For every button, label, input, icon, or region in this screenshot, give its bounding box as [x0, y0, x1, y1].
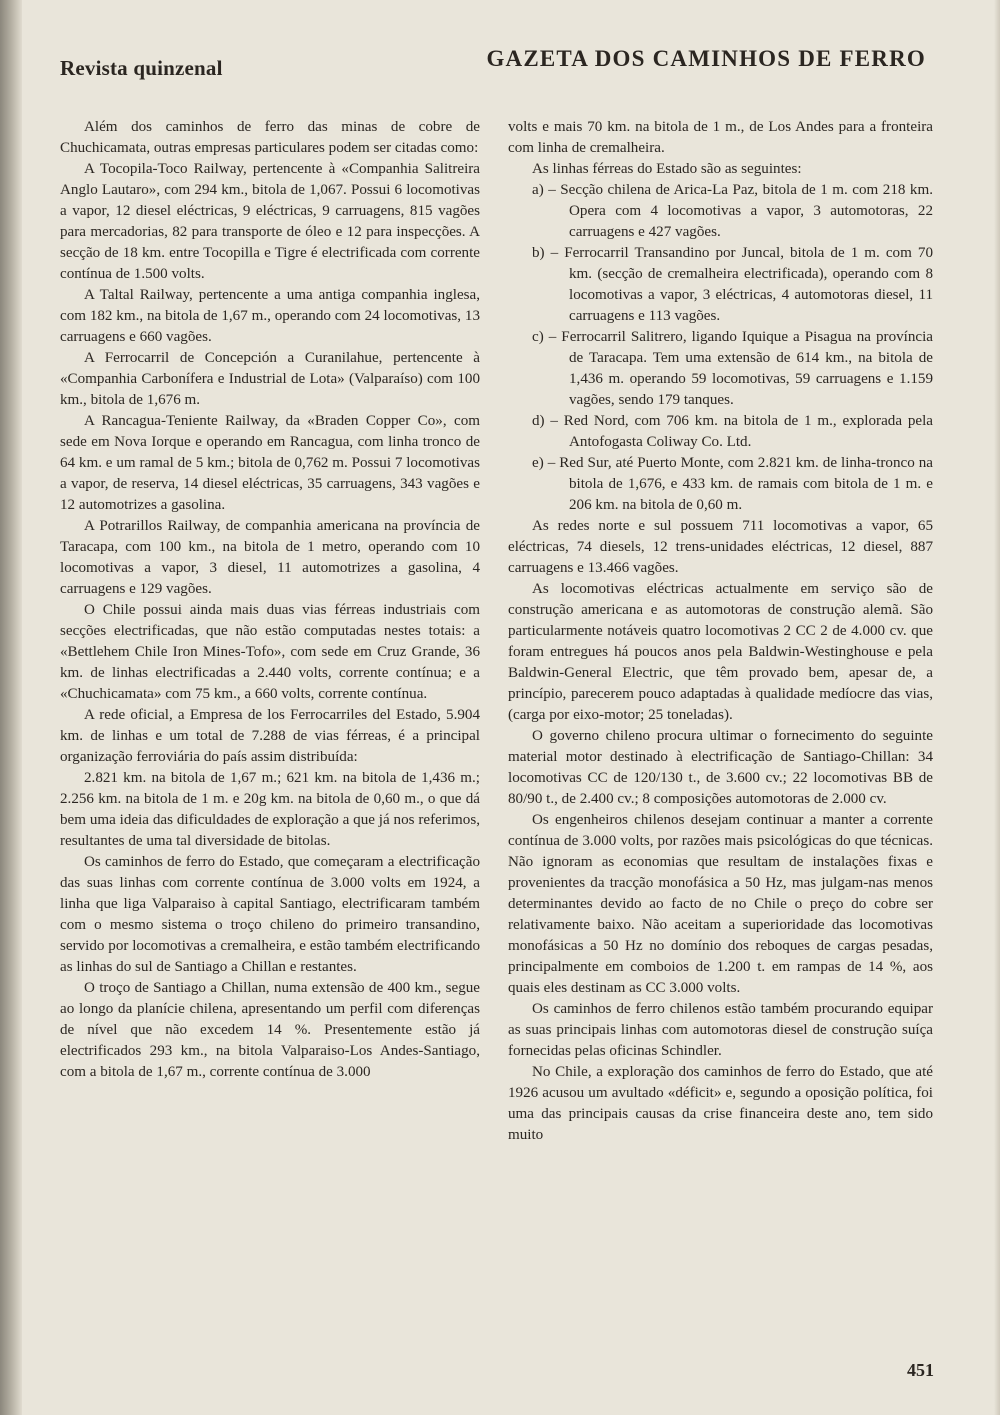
right-paragraph-2: As locomotivas eléctricas actualmente em serviço são de construção americana e as automotoras de construção alemã. São particularmente notáveis quatro locomotivas 2 CC 2 de 4.000 cv. que foram entregues há poucos anos pela Baldwin-Westinghouse e pela Baldwin-General Electric, que têm provado bem, apesar de, a princípio, parecerem pouco adaptadas à qualidade medíocre das vias, (carga por eixo-motor; 25 toneladas). [508, 581, 933, 723]
left-paragraph-2: A Tocopila-Toco Railway, pertencente à «Companhia Salitreira Anglo Lautaro», com 294 km., bitola de 1,067. Possui 6 locomotivas a vapor, 12 diesel eléctricas, 9 eléctricas, 9 carruagens, 815 vagões para mercadorias, 82 para transporte de óleo e 12 para inspecções. A secção de 18 km. entre Tocopilla e Tigre é electrificada com corrente contínua de 1.500 volts. [60, 161, 480, 282]
left-paragraph-7: O Chile possui ainda mais duas vias férreas industriais com secções electrificadas, que não estão computadas nestes totais: a «Bettlehem Chile Iron Mines-Tofo», com sede em Cruz Grande, 36 km. de linhas electrificadas a 2.440 volts, corrente contínua; e a «Chuchicamata» com 75 km., a 660 volts, corrente contínua. [60, 602, 480, 702]
left-paragraph-9: 2.821 km. na bitola de 1,67 m.; 621 km. na bitola de 1,436 m.; 2.256 km. na bitola de 1 m. e 20g km. na bitola de 0,60 m., o que dá bem uma ideia das dificuldades de exploração a que já nos referimos, resultantes de uma tal diversidade de bitolas. [60, 770, 480, 849]
list-item-d: d) – Red Nord, com 706 km. na bitola de 1 m., explorada pela Antofogasta Coliway Co. Ltd. [532, 413, 933, 450]
right-paragraph-1: As redes norte e sul possuem 711 locomotivas a vapor, 65 eléctricas, 74 diesels, 12 trens-unidades eléctricas, 12 diesel, 887 carruagens e 13.466 vagões. [508, 518, 933, 576]
list-item-b: b) – Ferrocarril Transandino por Juncal, bitola de 1 m. com 70 km. (secção de cremalheira electrificada), operando com 8 locomotivas a vapor, 3 eléctricas, 4 automotoras diesel, 11 carruagens e 113 vagões. [532, 245, 933, 324]
list-item-e: e) – Red Sur, até Puerto Monte, com 2.821 km. de linha-tronco na bitola de 1,676, e 433 km. de ramais com bitola de 1 m. e 206 km. na bitola de 0,60 m. [532, 455, 933, 513]
right-paragraph-6: No Chile, a exploração dos caminhos de ferro do Estado, que até 1926 acusou um avultado «déficit» e, segundo a oposição política, foi uma das principais causas da crise financeira deste ano, tem sido muito [508, 1064, 933, 1143]
left-paragraph-8: A rede oficial, a Empresa de los Ferrocarriles del Estado, 5.904 km. de linhas e um total de 7.288 de vias férreas, é a principal organização ferroviária do país assim distribuída: [60, 707, 480, 765]
left-paragraph-1: Além dos caminhos de ferro das minas de cobre de Chuchicamata, outras empresas particulares podem ser citadas como: [60, 119, 480, 156]
left-column [60, 117, 480, 1083]
right-column [508, 117, 933, 1146]
header-right: GAZETA DOS CAMINHOS DE FERRO [486, 46, 926, 71]
right-continuation: volts e mais 70 km. na bitola de 1 m., de Los Andes para a fronteira com linha de cremalheira. [508, 119, 933, 156]
page-number: 451 [907, 1360, 934, 1380]
list-item-a: a) – Secção chilena de Arica-La Paz, bitola de 1 m. com 218 km. Opera com 4 locomotivas a vapor, 3 automotoras, 22 carruagens e 427 vagões. [532, 182, 933, 240]
page-binding-shadow [0, 0, 22, 1415]
left-paragraph-10: Os caminhos de ferro do Estado, que começaram a electrificação das suas linhas com corrente contínua de 3.000 volts em 1924, a linha que liga Valparaiso à capital Santiago, electrificaram também com o mesmo sistema o troço chileno do primeiro transandino, servido por locomotivas a cremalheira, e estão também electrificando as linhas do sul de Santiago a Chillan e restantes. [60, 854, 480, 975]
left-paragraph-3: A Taltal Railway, pertencente a uma antiga companhia inglesa, com 182 km., na bitola de 1,67 m., operando com 24 locomotivas, 13 carruagens e 660 vagões. [60, 287, 480, 345]
page-edge [994, 0, 1000, 1415]
list-item-c: c) – Ferrocarril Salitrero, ligando Iquique a Pisagua na província de Taracapa. Tem uma extensão de 614 km., na bitola de 1,436 m. operando 59 locomotivas, 59 carruagens e 1.159 vagões, sendo 179 tanques. [532, 329, 933, 408]
header-left: Revista quinzenal [60, 56, 223, 80]
right-paragraph-3: O governo chileno procura ultimar o fornecimento do seguinte material motor destinado à electrificação de Santiago-Chillan: 34 locomotivas CC de 120/130 t., de 3.600 cv.; 22 locomotivas BB de 80/90 t., de 2.400 cv.; 8 composições automotoras de 2.000 cv. [508, 728, 933, 807]
left-paragraph-11: O troço de Santiago a Chillan, numa extensão de 400 km., segue ao longo da planície chilena, apresentando um perfil com diferenças de nível que não excedem 14 %. Presentemente estão já electrificados 293 km., na bitola Valparaiso-Los Andes-Santiago, com a bitola de 1,67 m., corrente contínua de 3.000 [60, 980, 480, 1080]
right-paragraph-5: Os caminhos de ferro chilenos estão também procurando equipar as suas principais linhas com automotoras diesel de construção suíça fornecidas pelas oficinas Schindler. [508, 1001, 933, 1059]
left-paragraph-6: A Potrarillos Railway, de companhia americana na província de Taracapa, com 100 km., na bitola de 1 metro, operando com 10 locomotivas a vapor, 3 diesel, 11 automotrizes a gasolina, 4 carruagens e 129 vagões. [60, 518, 480, 597]
left-paragraph-4: A Ferrocarril de Concepción a Curanilahue, pertencente à «Companhia Carbonífera e Industrial de Lota» (Valparaíso) com 100 km., bitola de 1,676 m. [60, 350, 480, 408]
right-intro: As linhas férreas do Estado são as seguintes: [532, 161, 802, 177]
left-paragraph-5: A Rancagua-Teniente Railway, da «Braden Copper Co», com sede em Nova Iorque e operando em Rancagua, com linha tronco de 64 km. e um ramal de 5 km.; bitola de 0,762 m. Possui 7 locomotivas a vapor, de reserva, 14 diesel eléctricas, 35 carruagens, 343 vagões e 12 automotrizes a gasolina. [60, 413, 480, 513]
right-paragraph-4: Os engenheiros chilenos desejam continuar a manter a corrente contínua de 3.000 volts, por razões mais psicológicas do que técnicas. Não ignoram as economias que resultam de instalações fixas e provenientes da tracção monofásica a 50 Hz, mas julgam-nas menos determinantes devido ao facto de no Chile o preço do cobre ser relativamente baixo. Não aceitam a superioridade das locomotivas monofásicas a 50 Hz no domínio dos reboques de cargas pesadas, principalmente em comboios de 1.200 t. em rampas de 14 %, aos quais eles destinam as CC 3.000 volts. [508, 812, 933, 996]
